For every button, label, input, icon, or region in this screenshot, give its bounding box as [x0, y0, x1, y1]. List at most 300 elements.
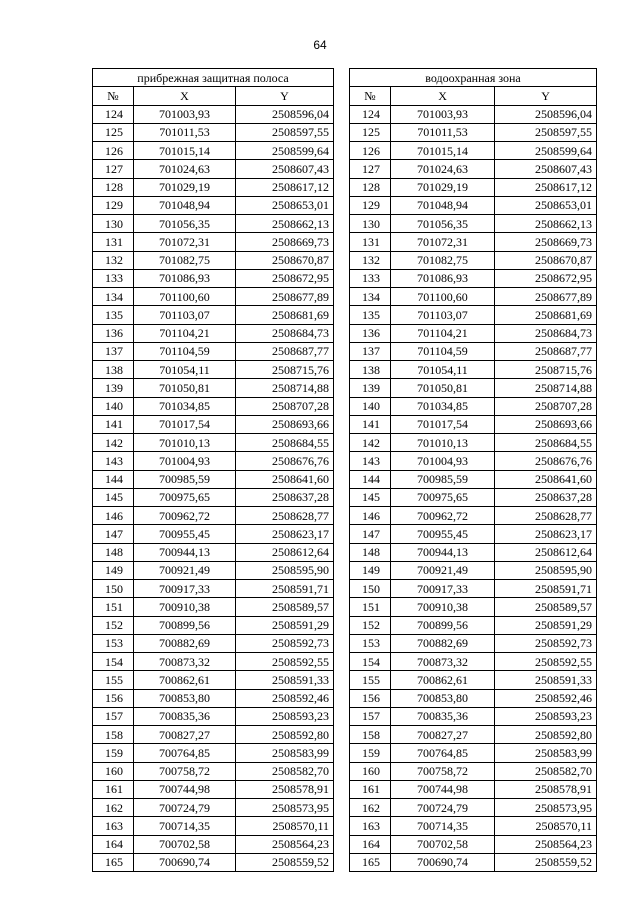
- right-point-number: 144: [350, 470, 391, 488]
- right-x-value: 700944,13: [391, 543, 495, 561]
- left-x-value: 700702,58: [134, 835, 236, 853]
- left-point-number: 154: [93, 653, 134, 671]
- column-gap: [334, 780, 350, 798]
- left-x-value: 700862,61: [134, 671, 236, 689]
- left-x-value: 700714,35: [134, 817, 236, 835]
- left-point-number: 141: [93, 415, 134, 433]
- left-point-number: 159: [93, 744, 134, 762]
- table-row: [93, 488, 597, 506]
- right-section-title: водоохранная зона: [350, 69, 597, 87]
- right-x-value: 700690,74: [391, 853, 495, 871]
- left-x-value: 701103,07: [134, 306, 236, 324]
- coordinates-table: [92, 68, 597, 872]
- column-gap: [334, 653, 350, 671]
- left-y-value: 2508687,77: [236, 342, 334, 360]
- left-point-number: 139: [93, 379, 134, 397]
- right-point-number: 151: [350, 598, 391, 616]
- left-point-number: 149: [93, 561, 134, 579]
- left-point-number: 162: [93, 799, 134, 817]
- right-point-number: 136: [350, 324, 391, 342]
- column-gap: [334, 488, 350, 506]
- left-x-value: 700873,32: [134, 653, 236, 671]
- right-y-value: 2508599,64: [495, 142, 597, 160]
- right-y-value: 2508591,71: [495, 580, 597, 598]
- left-y-value: 2508570,11: [236, 817, 334, 835]
- left-point-number: 130: [93, 215, 134, 233]
- left-x-value: 700690,74: [134, 853, 236, 871]
- right-x-value: 700910,38: [391, 598, 495, 616]
- left-point-number: 133: [93, 269, 134, 287]
- left-x-value: 701010,13: [134, 434, 236, 452]
- column-gap: [334, 689, 350, 707]
- left-point-number: 124: [93, 105, 134, 123]
- section-title-row: [93, 69, 597, 87]
- table-row: [93, 817, 597, 835]
- table-row: [93, 780, 597, 798]
- table-row: [93, 160, 597, 178]
- left-y-value: 2508559,52: [236, 853, 334, 871]
- right-y-value: 2508623,17: [495, 525, 597, 543]
- column-header-row: [93, 87, 597, 105]
- column-gap: [334, 817, 350, 835]
- table-row: [93, 507, 597, 525]
- right-y-value: 2508597,55: [495, 123, 597, 141]
- left-x-value: 701024,63: [134, 160, 236, 178]
- left-point-number: 153: [93, 634, 134, 652]
- left-y-value: 2508599,64: [236, 142, 334, 160]
- table-row: [93, 835, 597, 853]
- right-y-value: 2508595,90: [495, 561, 597, 579]
- right-y-value: 2508582,70: [495, 762, 597, 780]
- column-gap: [334, 726, 350, 744]
- right-point-number: 137: [350, 342, 391, 360]
- right-x-value: 701034,85: [391, 397, 495, 415]
- right-x-value: 701011,53: [391, 123, 495, 141]
- right-point-number: 126: [350, 142, 391, 160]
- right-y-value: 2508592,55: [495, 653, 597, 671]
- left-x-value: 701054,11: [134, 361, 236, 379]
- left-y-value: 2508597,55: [236, 123, 334, 141]
- right-y-value: 2508617,12: [495, 178, 597, 196]
- table-row: [93, 434, 597, 452]
- left-y-value: 2508589,57: [236, 598, 334, 616]
- left-x-value: 701050,81: [134, 379, 236, 397]
- table-row: [93, 616, 597, 634]
- right-point-number: 153: [350, 634, 391, 652]
- column-gap: [334, 342, 350, 360]
- table-row: [93, 799, 597, 817]
- left-y-value: 2508612,64: [236, 543, 334, 561]
- left-point-number: 161: [93, 780, 134, 798]
- column-gap: [334, 835, 350, 853]
- right-y-value: 2508578,91: [495, 780, 597, 798]
- left-x-value: 701100,60: [134, 288, 236, 306]
- right-point-number: 152: [350, 616, 391, 634]
- table-row: [93, 361, 597, 379]
- right-point-number: 127: [350, 160, 391, 178]
- left-y-value: 2508684,55: [236, 434, 334, 452]
- right-y-value: 2508687,77: [495, 342, 597, 360]
- right-y-value: 2508612,64: [495, 543, 597, 561]
- left-point-number: 165: [93, 853, 134, 871]
- left-y-value: 2508681,69: [236, 306, 334, 324]
- right-point-number: 147: [350, 525, 391, 543]
- left-point-number: 158: [93, 726, 134, 744]
- table-row: [93, 123, 597, 141]
- right-x-value: 701024,63: [391, 160, 495, 178]
- table-row: [93, 653, 597, 671]
- right-point-number: 125: [350, 123, 391, 141]
- left-y-value: 2508714,88: [236, 379, 334, 397]
- column-gap: [334, 507, 350, 525]
- left-header-number: №: [93, 87, 134, 105]
- right-x-value: 700873,32: [391, 653, 495, 671]
- left-y-value: 2508641,60: [236, 470, 334, 488]
- right-x-value: 700985,59: [391, 470, 495, 488]
- table-row: [93, 762, 597, 780]
- right-header-x: X: [391, 87, 495, 105]
- left-point-number: 152: [93, 616, 134, 634]
- right-point-number: 145: [350, 488, 391, 506]
- table-row: [93, 452, 597, 470]
- right-x-value: 701104,59: [391, 342, 495, 360]
- left-point-number: 163: [93, 817, 134, 835]
- right-x-value: 701003,93: [391, 105, 495, 123]
- left-y-value: 2508593,23: [236, 707, 334, 725]
- left-point-number: 157: [93, 707, 134, 725]
- left-y-value: 2508715,76: [236, 361, 334, 379]
- left-point-number: 142: [93, 434, 134, 452]
- right-y-value: 2508684,73: [495, 324, 597, 342]
- right-point-number: 135: [350, 306, 391, 324]
- right-point-number: 128: [350, 178, 391, 196]
- left-y-value: 2508676,76: [236, 452, 334, 470]
- right-y-value: 2508591,33: [495, 671, 597, 689]
- left-header-y: Y: [236, 87, 334, 105]
- left-y-value: 2508670,87: [236, 251, 334, 269]
- left-point-number: 135: [93, 306, 134, 324]
- column-gap: [334, 105, 350, 123]
- column-gap: [334, 160, 350, 178]
- left-y-value: 2508662,13: [236, 215, 334, 233]
- left-x-value: 701072,31: [134, 233, 236, 251]
- left-point-number: 156: [93, 689, 134, 707]
- right-x-value: 700862,61: [391, 671, 495, 689]
- right-point-number: 163: [350, 817, 391, 835]
- column-gap: [334, 561, 350, 579]
- left-x-value: 700764,85: [134, 744, 236, 762]
- left-header-x: X: [134, 87, 236, 105]
- column-gap: [334, 452, 350, 470]
- right-y-value: 2508583,99: [495, 744, 597, 762]
- left-y-value: 2508564,23: [236, 835, 334, 853]
- column-gap: [334, 470, 350, 488]
- right-y-value: 2508592,46: [495, 689, 597, 707]
- left-point-number: 140: [93, 397, 134, 415]
- column-gap: [334, 598, 350, 616]
- left-y-value: 2508592,55: [236, 653, 334, 671]
- left-y-value: 2508617,12: [236, 178, 334, 196]
- right-x-value: 701054,11: [391, 361, 495, 379]
- left-point-number: 137: [93, 342, 134, 360]
- column-gap: [334, 744, 350, 762]
- left-y-value: 2508592,80: [236, 726, 334, 744]
- column-gap: [334, 361, 350, 379]
- left-x-value: 700827,27: [134, 726, 236, 744]
- left-y-value: 2508592,73: [236, 634, 334, 652]
- left-point-number: 128: [93, 178, 134, 196]
- table-row: [93, 379, 597, 397]
- right-point-number: 141: [350, 415, 391, 433]
- left-x-value: 700962,72: [134, 507, 236, 525]
- left-section-title: прибрежная защитная полоса: [93, 69, 334, 87]
- column-gap: [334, 87, 350, 105]
- right-point-number: 138: [350, 361, 391, 379]
- left-x-value: 701011,53: [134, 123, 236, 141]
- column-gap: [334, 123, 350, 141]
- left-point-number: 127: [93, 160, 134, 178]
- left-point-number: 131: [93, 233, 134, 251]
- right-y-value: 2508684,55: [495, 434, 597, 452]
- left-point-number: 146: [93, 507, 134, 525]
- right-x-value: 701082,75: [391, 251, 495, 269]
- right-x-value: 700917,33: [391, 580, 495, 598]
- column-gap: [334, 415, 350, 433]
- table-row: [93, 561, 597, 579]
- table-row: [93, 470, 597, 488]
- right-x-value: 700744,98: [391, 780, 495, 798]
- left-point-number: 151: [93, 598, 134, 616]
- right-point-number: 148: [350, 543, 391, 561]
- left-x-value: 701029,19: [134, 178, 236, 196]
- right-point-number: 161: [350, 780, 391, 798]
- table-row: [93, 853, 597, 871]
- right-point-number: 140: [350, 397, 391, 415]
- right-y-value: 2508570,11: [495, 817, 597, 835]
- right-point-number: 155: [350, 671, 391, 689]
- left-x-value: 700835,36: [134, 707, 236, 725]
- left-point-number: 155: [93, 671, 134, 689]
- left-y-value: 2508628,77: [236, 507, 334, 525]
- right-y-value: 2508607,43: [495, 160, 597, 178]
- left-point-number: 126: [93, 142, 134, 160]
- right-y-value: 2508596,04: [495, 105, 597, 123]
- left-x-value: 700758,72: [134, 762, 236, 780]
- right-x-value: 701010,13: [391, 434, 495, 452]
- left-point-number: 134: [93, 288, 134, 306]
- right-y-value: 2508693,66: [495, 415, 597, 433]
- right-point-number: 164: [350, 835, 391, 853]
- right-x-value: 700714,35: [391, 817, 495, 835]
- column-gap: [334, 762, 350, 780]
- left-y-value: 2508578,91: [236, 780, 334, 798]
- column-gap: [334, 324, 350, 342]
- right-point-number: 159: [350, 744, 391, 762]
- right-point-number: 157: [350, 707, 391, 725]
- right-header-number: №: [350, 87, 391, 105]
- right-y-value: 2508641,60: [495, 470, 597, 488]
- left-y-value: 2508677,89: [236, 288, 334, 306]
- table-row: [93, 726, 597, 744]
- table-row: [93, 707, 597, 725]
- right-x-value: 700921,49: [391, 561, 495, 579]
- left-x-value: 700921,49: [134, 561, 236, 579]
- right-y-value: 2508714,88: [495, 379, 597, 397]
- left-x-value: 701017,54: [134, 415, 236, 433]
- left-x-value: 700882,69: [134, 634, 236, 652]
- right-x-value: 701072,31: [391, 233, 495, 251]
- table-row: [93, 251, 597, 269]
- left-y-value: 2508623,17: [236, 525, 334, 543]
- column-gap: [334, 379, 350, 397]
- left-x-value: 700955,45: [134, 525, 236, 543]
- right-y-value: 2508715,76: [495, 361, 597, 379]
- right-y-value: 2508681,69: [495, 306, 597, 324]
- right-x-value: 700899,56: [391, 616, 495, 634]
- column-gap: [334, 799, 350, 817]
- left-x-value: 700744,98: [134, 780, 236, 798]
- column-gap: [334, 707, 350, 725]
- right-x-value: 700882,69: [391, 634, 495, 652]
- right-point-number: 129: [350, 196, 391, 214]
- column-gap: [334, 142, 350, 160]
- column-gap: [334, 215, 350, 233]
- table-row: [93, 142, 597, 160]
- table-row: [93, 671, 597, 689]
- left-point-number: 150: [93, 580, 134, 598]
- right-point-number: 162: [350, 799, 391, 817]
- right-point-number: 146: [350, 507, 391, 525]
- left-x-value: 700724,79: [134, 799, 236, 817]
- right-x-value: 701103,07: [391, 306, 495, 324]
- table-row: [93, 178, 597, 196]
- table-row: [93, 269, 597, 287]
- right-point-number: 133: [350, 269, 391, 287]
- left-y-value: 2508582,70: [236, 762, 334, 780]
- right-point-number: 131: [350, 233, 391, 251]
- right-y-value: 2508676,76: [495, 452, 597, 470]
- left-x-value: 701015,14: [134, 142, 236, 160]
- right-header-y: Y: [495, 87, 597, 105]
- column-gap: [334, 288, 350, 306]
- right-point-number: 142: [350, 434, 391, 452]
- right-x-value: 701029,19: [391, 178, 495, 196]
- left-x-value: 701082,75: [134, 251, 236, 269]
- right-point-number: 154: [350, 653, 391, 671]
- right-x-value: 701048,94: [391, 196, 495, 214]
- column-gap: [334, 397, 350, 415]
- right-x-value: 701017,54: [391, 415, 495, 433]
- right-x-value: 701086,93: [391, 269, 495, 287]
- right-x-value: 700955,45: [391, 525, 495, 543]
- left-point-number: 160: [93, 762, 134, 780]
- left-x-value: 700917,33: [134, 580, 236, 598]
- left-y-value: 2508595,90: [236, 561, 334, 579]
- right-x-value: 701104,21: [391, 324, 495, 342]
- column-gap: [334, 178, 350, 196]
- left-x-value: 701056,35: [134, 215, 236, 233]
- right-y-value: 2508672,95: [495, 269, 597, 287]
- table-row: [93, 196, 597, 214]
- left-point-number: 136: [93, 324, 134, 342]
- column-gap: [334, 634, 350, 652]
- right-x-value: 700764,85: [391, 744, 495, 762]
- column-gap: [334, 671, 350, 689]
- table-row: [93, 598, 597, 616]
- table-row: [93, 525, 597, 543]
- column-gap: [334, 233, 350, 251]
- left-y-value: 2508592,46: [236, 689, 334, 707]
- left-y-value: 2508637,28: [236, 488, 334, 506]
- right-point-number: 156: [350, 689, 391, 707]
- right-y-value: 2508637,28: [495, 488, 597, 506]
- right-point-number: 160: [350, 762, 391, 780]
- right-y-value: 2508707,28: [495, 397, 597, 415]
- column-gap: [334, 269, 350, 287]
- left-x-value: 701104,21: [134, 324, 236, 342]
- right-point-number: 143: [350, 452, 391, 470]
- table-row: [93, 288, 597, 306]
- left-point-number: 143: [93, 452, 134, 470]
- right-y-value: 2508669,73: [495, 233, 597, 251]
- right-point-number: 130: [350, 215, 391, 233]
- table-row: [93, 634, 597, 652]
- right-y-value: 2508564,23: [495, 835, 597, 853]
- right-y-value: 2508559,52: [495, 853, 597, 871]
- table-row: [93, 415, 597, 433]
- right-y-value: 2508670,87: [495, 251, 597, 269]
- right-x-value: 700853,80: [391, 689, 495, 707]
- right-x-value: 700975,65: [391, 488, 495, 506]
- column-gap: [334, 306, 350, 324]
- right-x-value: 701015,14: [391, 142, 495, 160]
- right-y-value: 2508662,13: [495, 215, 597, 233]
- right-y-value: 2508592,73: [495, 634, 597, 652]
- right-x-value: 701100,60: [391, 288, 495, 306]
- left-x-value: 700944,13: [134, 543, 236, 561]
- column-gap: [334, 251, 350, 269]
- left-x-value: 701048,94: [134, 196, 236, 214]
- table-row: [93, 324, 597, 342]
- left-y-value: 2508653,01: [236, 196, 334, 214]
- right-x-value: 700827,27: [391, 726, 495, 744]
- column-gap: [334, 196, 350, 214]
- left-point-number: 147: [93, 525, 134, 543]
- table-row: [93, 543, 597, 561]
- column-gap: [334, 853, 350, 871]
- table-row: [93, 744, 597, 762]
- right-y-value: 2508677,89: [495, 288, 597, 306]
- left-y-value: 2508591,33: [236, 671, 334, 689]
- column-gap: [334, 580, 350, 598]
- right-point-number: 158: [350, 726, 391, 744]
- left-x-value: 701004,93: [134, 452, 236, 470]
- table-row: [93, 397, 597, 415]
- column-gap: [334, 525, 350, 543]
- left-x-value: 701003,93: [134, 105, 236, 123]
- page-number: 64: [313, 38, 327, 52]
- left-y-value: 2508591,71: [236, 580, 334, 598]
- right-x-value: 701056,35: [391, 215, 495, 233]
- table-row: [93, 580, 597, 598]
- right-x-value: 700724,79: [391, 799, 495, 817]
- right-x-value: 701004,93: [391, 452, 495, 470]
- right-point-number: 149: [350, 561, 391, 579]
- left-x-value: 700853,80: [134, 689, 236, 707]
- right-x-value: 701050,81: [391, 379, 495, 397]
- left-y-value: 2508596,04: [236, 105, 334, 123]
- right-point-number: 150: [350, 580, 391, 598]
